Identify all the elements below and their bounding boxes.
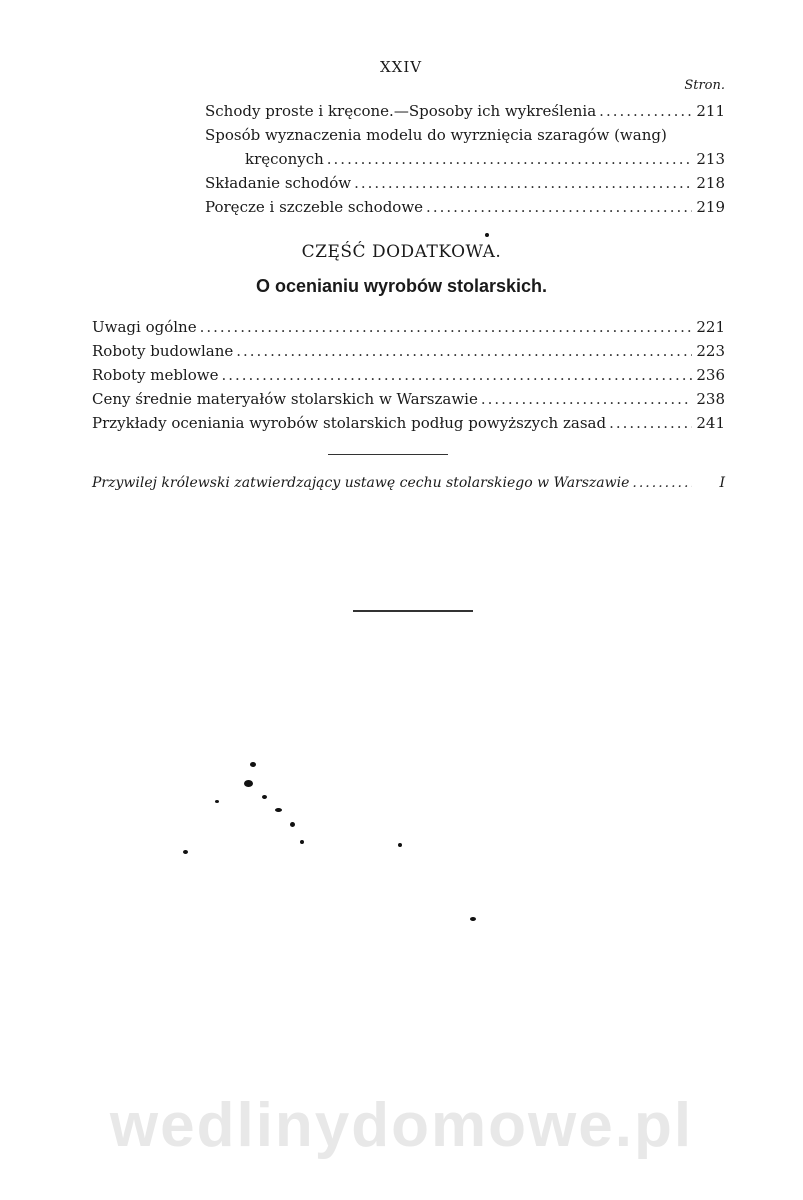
toc-entry (205, 195, 725, 219)
toc-top (205, 99, 725, 219)
toc-entry (92, 363, 725, 387)
toc-entry-label: Roboty meblowe (92, 366, 219, 384)
section-title: CZĘŚĆ DODATKOWA. (301, 242, 502, 262)
dot-leader (236, 339, 692, 363)
dot-leader (327, 147, 692, 171)
toc-entry-page: 219 (696, 198, 725, 216)
toc-entry-label: Przykłady oceniania wyrobów stolarskich podług powyższych zasad (92, 414, 607, 432)
toc-entry-label: Ceny średnie materyałów stolarskich w Warszawie (92, 390, 478, 408)
dot-leader (354, 171, 692, 195)
toc-entry-label: Schody proste i kręcone.—Sposoby ich wykreślenia (205, 102, 597, 120)
toc-entry (205, 99, 725, 123)
toc-entry-page: 218 (696, 174, 725, 192)
toc-entry-label-line2: kręconych (245, 150, 324, 168)
toc-entry (92, 471, 725, 495)
dot-leader (481, 387, 692, 411)
toc-entry (92, 411, 725, 435)
page-number: XXIV (380, 58, 423, 76)
page-column-label: Stron. (684, 78, 725, 93)
toc-entry-page: 221 (696, 318, 725, 336)
toc-entry-label: Przywilej królewski zatwierdzający ustawę cechu stolarskiego w Warszawie (92, 475, 630, 491)
toc-entry-page: 238 (696, 390, 725, 408)
toc-privilege (92, 471, 725, 495)
toc-entry-page: 211 (696, 102, 725, 120)
toc-entry-label-line1: Sposób wyznaczenia modelu do wyrznięcia szaragów (wang) (205, 126, 667, 144)
dot-leader (599, 99, 692, 123)
toc-entry (205, 147, 725, 171)
toc-entry-page: 236 (696, 366, 725, 384)
section-subtitle: O ocenianiu wyrobów stolarskich. (255, 276, 548, 296)
toc-entry-page: 241 (696, 414, 725, 432)
toc-entry-page: 213 (696, 150, 725, 168)
toc-supplement (92, 315, 725, 435)
toc-entry (205, 171, 725, 195)
watermark: wedlinydomowe.pl (109, 1091, 694, 1160)
dot-leader (609, 411, 692, 435)
toc-entry-label: Roboty budowlane (92, 342, 234, 360)
end-ornament-rule (353, 610, 473, 612)
dot-leader (632, 471, 692, 495)
divider (328, 454, 448, 455)
dot-leader (200, 315, 692, 339)
dot-leader (221, 363, 692, 387)
toc-entry (92, 315, 725, 339)
toc-entry-label: Poręcze i szczeble schodowe (205, 198, 424, 216)
dot-leader (426, 195, 692, 219)
toc-entry (92, 387, 725, 411)
toc-entry-label: Składanie schodów (205, 174, 352, 192)
toc-entry-label: Uwagi ogólne (92, 318, 197, 336)
toc-entry (92, 339, 725, 363)
toc-entry-page: I (719, 475, 725, 491)
toc-entry-page: 223 (696, 342, 725, 360)
